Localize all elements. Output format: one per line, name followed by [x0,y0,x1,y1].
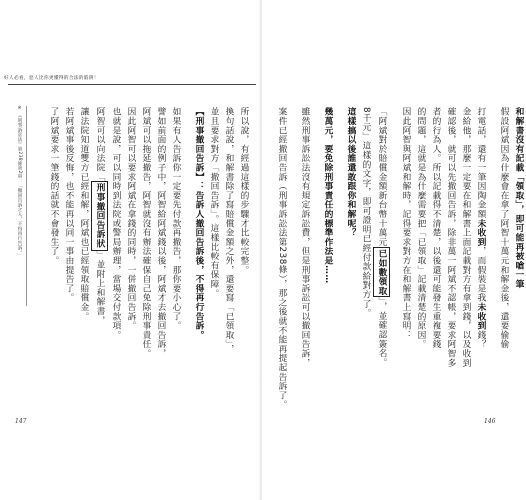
text-column: 若阿斌事後反悔，也不能再以同一事由提告了。 [64,107,74,303]
text-column: 金給他，那麼一定要在和解書上面記載對方有拿到錢，以及收到 [461,107,471,368]
section-heading: 和解書沒有記載「領取」，即可能再被嗆一筆 [514,107,524,289]
text-column: 假設阿斌因為什麼會在拿了阿智十萬元和解金後，還要偷偷 [499,107,509,349]
running-head: 好人必看，惡人比你更懂得的合法的陷阱！ [4,76,99,81]
right-page [262,0,524,500]
text-column: 阿斌可以拖延撤告，阿智就沒有辦法確保自己免除刑事責任。 [141,107,151,359]
text-column: 譬如前面的例子中，阿智給阿斌錢以後，阿斌才去撤回告訴， [156,107,166,359]
side-note: ※ 《刑事訴訟法》第238條第2項：「撤回告訴之人，不得再行告訴。」 [17,106,22,258]
text-column: 也就是說，可以同時到法院或警局辦理，當場交付款項。 [111,107,121,340]
text-column: 了阿斌要求一筆錢的話就不會發生了。 [49,107,59,266]
side-note-rule [26,106,27,306]
text-column: 的問題，這就是為什麼需要把「已領取」記載清楚的原因。 [416,107,426,349]
text-column: 打電話，還有一筆因陶金額未收到，而假裝是我未收到錢？ [476,107,486,349]
text-column: 者的行為人。所以記載得不清楚，以後還可能發生重複要錢 [431,107,441,349]
page-number-left: 147 [15,418,27,425]
right-page-body [273,107,526,410]
text-column: 所以說，有經過這樣的步驟才比較完整。 [239,107,249,275]
section-heading: 【刑事撤回告訴】：告訴人撤回告訴後，不得再行告訴。 [194,107,204,340]
emphasis-text: 未收到 [476,302,486,331]
text-column: 因此阿智與阿斌和解時，記得要求對方在和解書上寫明： [401,107,411,340]
text-column: 8千元」這樣的文字，即可證明已經付款給對方了。 [361,107,371,318]
text-column: 換句話說，和解書除了寫賠償金額之外，還要寫「已領取」， [224,107,234,354]
text-column: 「阿斌對於賠償金額新台幣十萬元已如數領取」，並確認簽名。 [373,107,390,405]
text-column: 確認後，就可以先撤回告訴，除非萬一阿斌不認帳，要求阿智多 [446,107,456,368]
header-rule [8,84,256,85]
text-column: 案件已經撤回告訴（刑事訴訟法第238條），那之後就不能再提起告訴了。 [277,107,287,410]
emphasis-text: 未收到 [476,218,486,247]
page-number-right: 146 [484,418,496,425]
left-page-body [49,107,251,405]
section-heading: 幾萬元，要免除刑事責任的標準作法是…… [323,107,333,284]
text-column: 如果有人告訴你一定要先付款再撤告，那你要小心了。 [171,107,181,331]
text-column: 讓法院知道雙方已經和解，阿斌也已經領取賠償金。 [79,107,89,321]
left-page [0,0,262,500]
text-column: 雖然刑事訴訟法沒有規定訴訟費，但是刑事訴訟可以撤回告訴， [300,107,310,368]
section-heading: 這樣搞以後誰還敢跟你和解呢？ [346,107,356,238]
text-column: 並且要求對方「撤回告訴」。這樣比較有保障。 [209,107,219,298]
emphasis-text: 刑事撤回告訴狀 [91,181,108,250]
text-column: 因此阿智可以要求阿斌在拿錢的同時，一併撤回告訴。 [126,107,136,331]
emphasis-text: 已如數領取 [373,247,390,298]
text-column: 阿智可以向法院「刑事撤回告訴狀」並附上和解書， [91,107,108,405]
